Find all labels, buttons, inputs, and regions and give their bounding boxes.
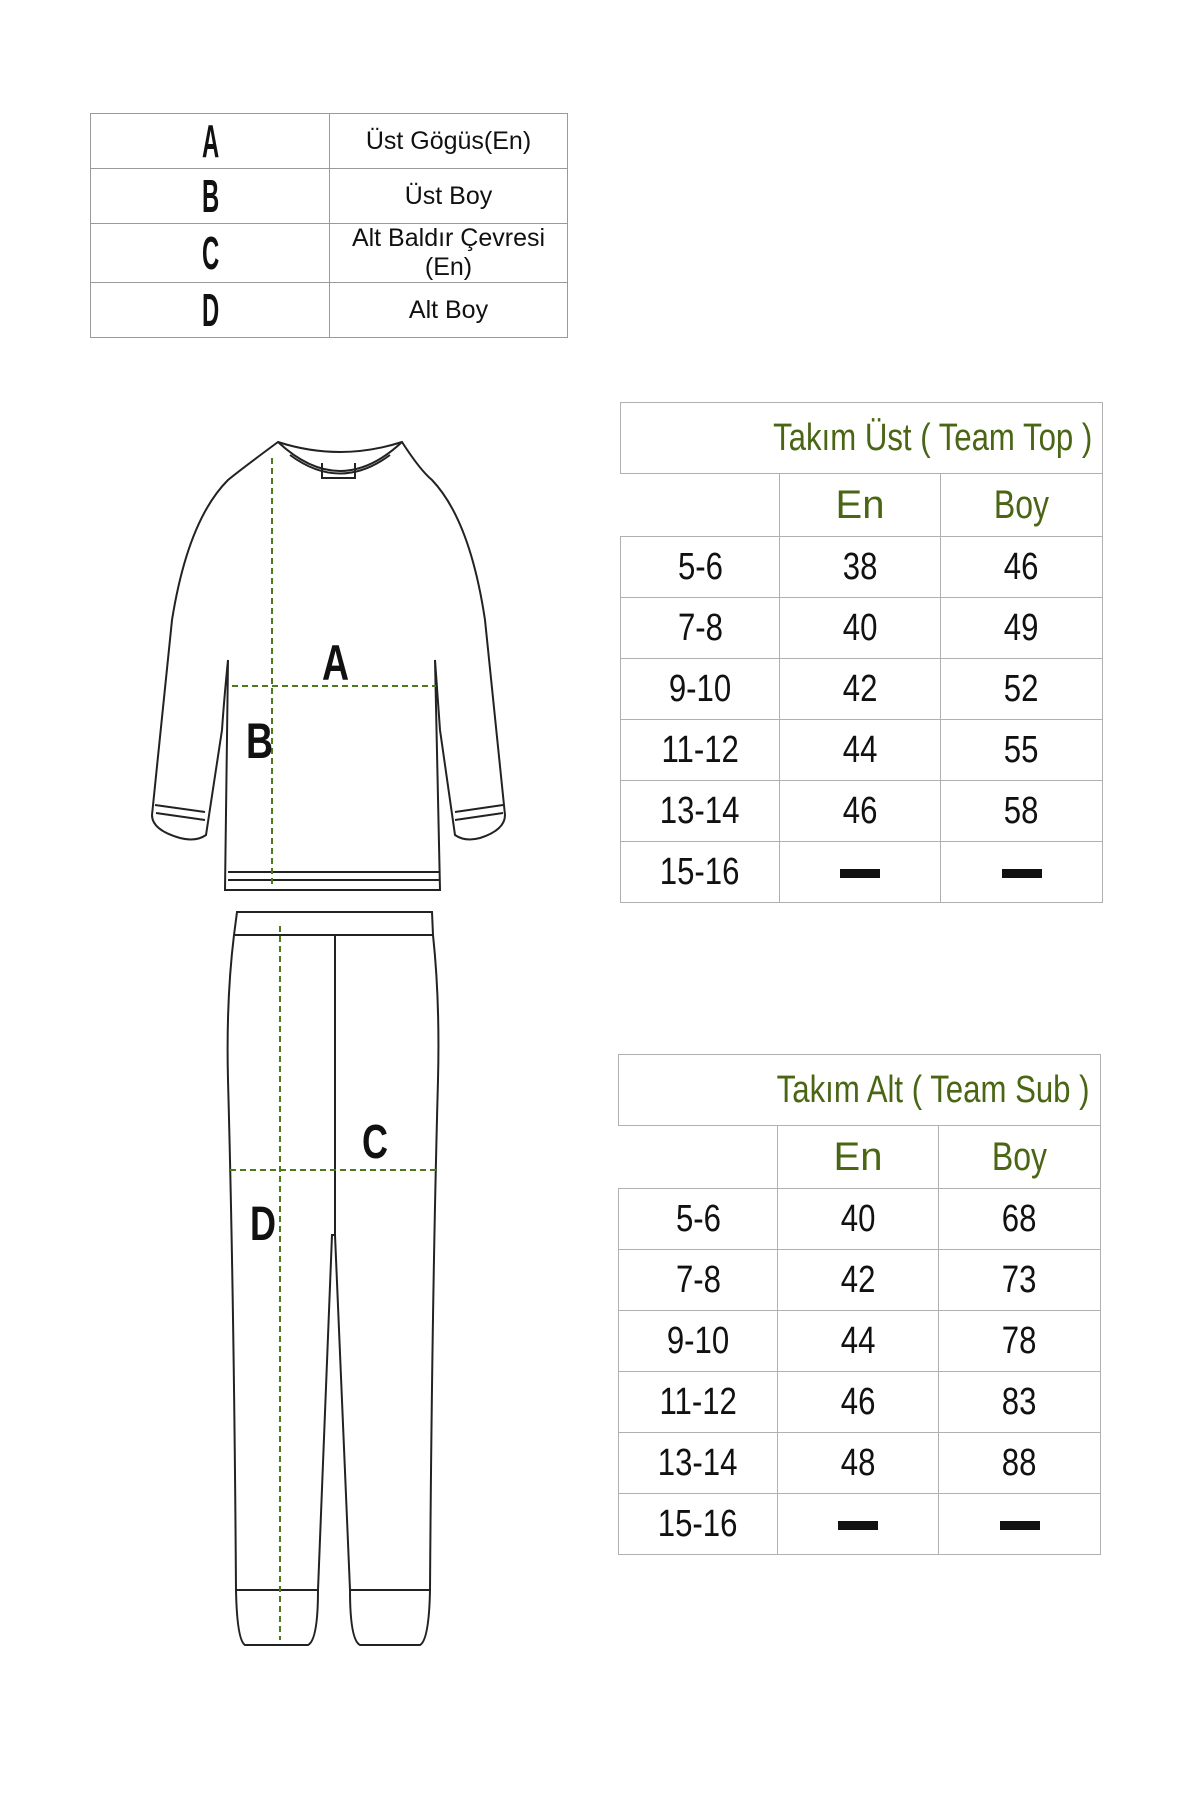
- column-header-boy: Boy: [939, 1126, 1101, 1189]
- boy-cell: 55: [941, 720, 1103, 781]
- column-header-en: En: [780, 474, 941, 537]
- en-cell: 40: [780, 598, 941, 659]
- label-a: A: [322, 635, 350, 692]
- garment-diagram: [0, 420, 560, 1680]
- table-row: [619, 1311, 1101, 1372]
- age-cell: 15-16: [621, 842, 780, 903]
- age-cell: 11-12: [621, 720, 780, 781]
- en-cell: 42: [778, 1250, 939, 1311]
- boy-cell: [941, 842, 1103, 903]
- en-cell: 44: [780, 720, 941, 781]
- boy-cell: [939, 1494, 1101, 1555]
- boy-cell: 49: [941, 598, 1103, 659]
- dash-icon: [840, 869, 880, 878]
- table-title: Takım Üst ( Team Top ): [621, 403, 1103, 474]
- age-cell: 5-6: [621, 537, 780, 598]
- age-cell: 13-14: [621, 781, 780, 842]
- age-cell: 9-10: [621, 659, 780, 720]
- en-cell: 46: [778, 1372, 939, 1433]
- boy-cell: 68: [939, 1189, 1101, 1250]
- legend-description: Alt Boy: [330, 283, 568, 338]
- table-row: [621, 537, 1103, 598]
- boy-cell: 58: [941, 781, 1103, 842]
- table-row: [619, 1189, 1101, 1250]
- boy-cell: 88: [939, 1433, 1101, 1494]
- dash-icon: [1002, 869, 1042, 878]
- header-blank: [619, 1126, 778, 1189]
- en-cell: [780, 842, 941, 903]
- legend-key: C: [124, 224, 296, 283]
- legend-key: A: [124, 114, 296, 169]
- en-cell: [778, 1494, 939, 1555]
- table-row: [619, 1372, 1101, 1433]
- dash-icon: [838, 1521, 878, 1530]
- legend-description: Alt Baldır Çevresi (En): [330, 224, 568, 283]
- boy-cell: 73: [939, 1250, 1101, 1311]
- age-cell: 5-6: [619, 1189, 778, 1250]
- en-cell: 38: [780, 537, 941, 598]
- column-header-en: En: [778, 1126, 939, 1189]
- boy-cell: 83: [939, 1372, 1101, 1433]
- age-cell: 15-16: [619, 1494, 778, 1555]
- table-title: Takım Alt ( Team Sub ): [619, 1055, 1101, 1126]
- legend-row: [91, 169, 568, 224]
- pants-outline: [228, 912, 439, 1645]
- boy-cell: 78: [939, 1311, 1101, 1372]
- table-row: [621, 842, 1103, 903]
- team-sub-size-table: [618, 1054, 1101, 1555]
- age-cell: 7-8: [621, 598, 780, 659]
- column-header-boy: Boy: [941, 474, 1103, 537]
- team-top-size-table: [620, 402, 1103, 903]
- age-cell: 13-14: [619, 1433, 778, 1494]
- en-cell: 42: [780, 659, 941, 720]
- label-c: C: [362, 1115, 388, 1169]
- legend-key: B: [124, 169, 296, 224]
- en-cell: 40: [778, 1189, 939, 1250]
- table-row: [621, 598, 1103, 659]
- boy-cell: 46: [941, 537, 1103, 598]
- legend-description: Üst Boy: [330, 169, 568, 224]
- age-cell: 11-12: [619, 1372, 778, 1433]
- age-cell: 7-8: [619, 1250, 778, 1311]
- legend-row: [91, 224, 568, 283]
- dash-icon: [1000, 1521, 1040, 1530]
- age-cell: 9-10: [619, 1311, 778, 1372]
- legend-description: Üst Gögüs(En): [330, 114, 568, 169]
- boy-cell: 52: [941, 659, 1103, 720]
- table-row: [621, 720, 1103, 781]
- table-row: [621, 781, 1103, 842]
- table-row: [621, 659, 1103, 720]
- label-d: D: [250, 1197, 276, 1251]
- en-cell: 48: [778, 1433, 939, 1494]
- en-cell: 44: [778, 1311, 939, 1372]
- table-row: [619, 1494, 1101, 1555]
- legend-row: [91, 114, 568, 169]
- header-blank: [621, 474, 780, 537]
- table-row: [619, 1433, 1101, 1494]
- legend-key: D: [124, 283, 296, 338]
- en-cell: 46: [780, 781, 941, 842]
- legend-row: [91, 283, 568, 338]
- measurement-legend: [90, 113, 568, 338]
- label-b: B: [246, 713, 274, 770]
- table-row: [619, 1250, 1101, 1311]
